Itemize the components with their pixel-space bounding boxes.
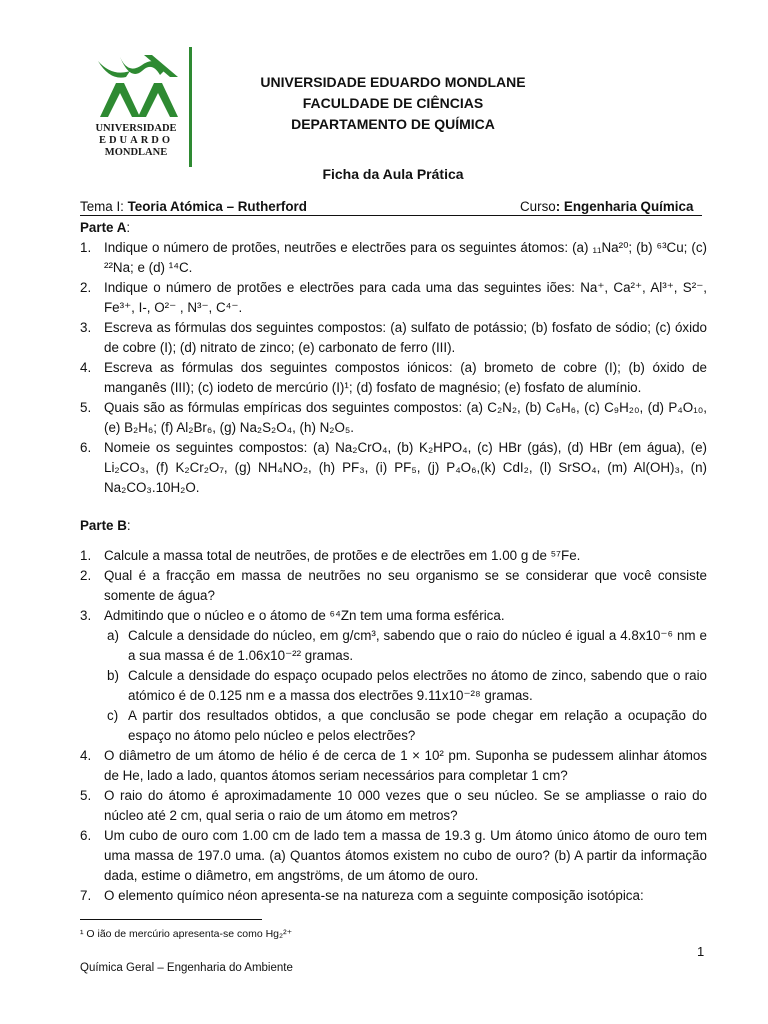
course-field [520,199,693,214]
university-name: UNIVERSIDADE EDUARDO MONDLANE [260,74,526,90]
part-b-list-continued [80,746,707,906]
part-b-list [80,546,707,626]
sub-list-item: c) A partir dos resultados obtidos, a que conclusão se pode chegar em relação a ocupação do espaço no átomo pelo núcleo e pelos electrões? [107,708,707,743]
topic-underline [80,215,702,216]
list-item: 6. Um cubo de ouro com 1.00 cm de lado tem a massa de 19.3 g. Um átomo único átomo de ouro tem uma massa de 197.0 uma. (a) Quantos átomos existem no cubo de ouro? (b) A partir da informação dada, estime o diâmetro, em angströms, de um átomo de ouro. [80,828,707,883]
list-item: 7. O elemento químico néon apresenta-se na natureza com a seguinte composição isotópica: [80,888,644,903]
list-item: 5. O raio do átomo é aproximadamente 10 000 vezes que o seu núcleo. Se se ampliasse o raio do núcleo até 2 cm, qual seria o raio de um átomo em metros? [80,788,707,823]
sub-list-item: b) Calcule a densidade do espaço ocupado pelos electrões no átomo de zinco, sabendo que o raio atómico é de 0.125 nm e a massa dos electrões 9.11x10⁻²⁸ gramas. [107,668,707,703]
list-item: 1. Indique o número de protões, neutrões e electrões para os seguintes átomos: (a) ₁₁Na²⁰; (b) ⁶³Cu; (c) ²²Na; e (d) ¹⁴C. [80,240,707,275]
course-value: : Engenharia Química [555,199,694,214]
exercise-content [80,218,707,906]
course-label: Curso [520,199,556,214]
logo-text-line1: UNIVERSIDADE [95,123,177,134]
department-name: DEPARTAMENTO DE QUÍMICA [291,116,495,132]
list-item: 6. Nomeie os seguintes compostos: (a) Na₂CrO₄, (b) K₂HPO₄, (c) HBr (gás), (d) HBr (em água), (e) Li₂CO₃, (f) K₂Cr₂O₇, (g) NH₄NO₂, (h) PF₃, (i) PF₅, (j) P₄O₆,(k) CdI₂, (l) SrSO₄, (m) Al(OH)₃, (n) Na₂CO₃.10H₂O. [80,440,707,495]
list-item: 4. O diâmetro de um átomo de hélio é de cerca de 1 × 10² pm. Suponha se pudessem alinhar átomos de He, lado a lado, quantos átomos seriam necessários para completar 1 cm? [80,748,707,783]
topic-line [80,199,702,216]
list-item: 3. Escreva as fórmulas dos seguintes compostos: (a) sulfato de potássio; (b) fosfato de sódio; (c) óxido de cobre (I); (d) nitrato de zinco; (e) carbonato de ferro (III). [80,320,707,355]
list-item: 4. Escreva as fórmulas dos seguintes compostos iónicos: (a) brometo de cobre (I); (b) óxido de manganês (III); (c) iodeto de mercúrio (I)¹; (d) fosfato de magnésio; (e) fosfato de alumínio. [80,360,707,395]
part-a-heading: Parte A: [80,220,131,235]
faculty-name: FACULDADE DE CIÊNCIAS [302,95,484,111]
list-item: 3. Admitindo que o núcleo e o átomo de ⁶⁴Zn tem uma forma esférica. [80,608,505,623]
sub-list-item: a) Calcule a densidade do núcleo, em g/cm³, sabendo que o raio do núcleo é igual a 4.8x10⁻⁶ nm e a sua massa é de 1.06x10⁻²² gramas. [107,628,707,663]
sheet-title: Ficha da Aula Prática [322,166,464,182]
page-footer: Química Geral – Engenharia do Ambiente [80,962,293,974]
list-item: 5. Quais são as fórmulas empíricas dos seguintes compostos: (a) C₂N₂, (b) C₆H₆, (c) C₉H₂₀, (d) P₄O₁₀, (e) B₂H₆; (f) Al₂Br₆, (g) Na₂S₂O₄, (h) N₂O₅. [80,400,707,435]
logo-text-line2: EDUARDO [98,135,174,146]
list-item: 1. Calcule a massa total de neutrões, de protões e de electrões em 1.00 g de ⁵⁷Fe. [80,548,581,563]
part-b-sublist [80,626,707,746]
document-header [200,72,586,135]
logo-text-line3: MONDLANE [104,147,168,158]
part-b-heading: Parte B: [80,518,131,533]
list-item: 2. Indique o número de protões e electrões para cada uma das seguintes iões: Na⁺, Ca²⁺, Al³⁺, S²⁻, Fe³⁺, I-, O²⁻ , N³⁻, C⁴⁻. [80,280,707,315]
topic-label: Tema I: [80,199,128,214]
footnote: ¹ O ião de mercúrio apresenta-se como Hg₂²⁺ [80,928,293,940]
part-a-list [80,238,707,498]
list-item: 2. Qual é a fracção em massa de neutrões no seu organismo se se considerar que você consiste somente de água? [80,568,707,603]
footnote-separator [80,919,262,920]
university-logo [90,47,193,167]
topic-value: Teoria Atómica – Rutherford [127,199,307,214]
page-number: 1 [697,944,705,959]
